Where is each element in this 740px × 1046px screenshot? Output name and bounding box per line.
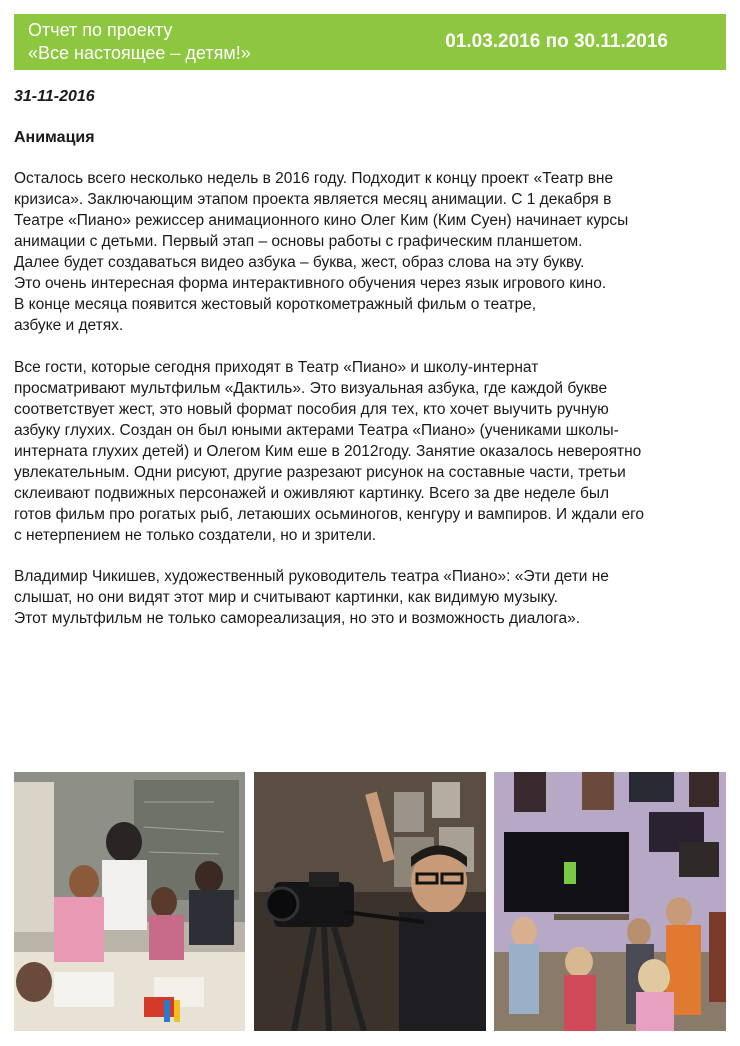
paragraph-line: кризиса». Заключающим этапом проекта является месяц анимации. С 1 декабря в [14,191,612,208]
photo-children-tv [494,772,726,1031]
paragraph-line: слышат, но они видят этот мир и считывают картинки, как видимую музыку. [14,589,558,606]
paragraph-quote [14,566,714,629]
paragraph-line: азбуке и детях. [14,317,124,334]
paragraph-line: Все гости, которые сегодня приходят в Театр «Пиано» и школу-интернат [14,359,539,376]
paragraph-line: Осталось всего несколько недель в 2016 году. Подходит к концу проект «Театр вне [14,170,614,187]
paragraph-line: Владимир Чикишев, художественный руководитель театра «Пиано»: «Эти дети не [14,568,609,585]
paragraph-line: интерната глухих детей) и Олегом Ким еше в 2012году. Занятие оказалось невероятно [14,443,642,460]
paragraph-line: В конце месяца появится жестовый короткометражный фильм о театре, [14,296,537,313]
paragraph-line: с нетерпением не только создатели, но и зрители. [14,527,377,544]
paragraph-line: готов фильм про рогатых рыб, летаюших осьминогов, кенгуру и вампиров. И ждали его [14,506,645,523]
header-title-line1: Отчет по проекту [28,20,173,40]
paragraph-line: Далее будет создаваться видео азбука – буква, жест, образ слова на эту букву. [14,254,585,271]
paragraph-intro [14,168,714,336]
report-date: 31-11-2016 [14,88,95,105]
photo-boy-with-camera [254,772,486,1031]
paragraph-daktil [14,357,714,546]
paragraph-line: анимации с детьми. Первый этап – основы работы с графическим планшетом. [14,233,583,250]
paragraph-line: соответствует жест, это новый формат пособия для тех, кто хочет выучить ручную [14,401,609,418]
report-header [14,14,726,70]
photo-children-drawing [14,772,245,1031]
paragraph-line: Театре «Пиано» режиссер анимационного кино Олег Ким (Ким Суен) начинает курсы [14,212,629,229]
paragraph-line: Это очень интересная форма интерактивного обучения через язык игрового кино. [14,275,607,292]
paragraph-line: просматривают мультфильм «Дактиль». Это визуальная азбука, где каждой букве [14,380,608,397]
header-period: 01.03.2016 по 30.11.2016 [445,31,668,52]
paragraph-line: Этот мультфильм не только самореализация, но это и возможность диалога». [14,610,581,627]
paragraph-line: азбуку глухих. Создан он был юными актерами Театра «Пиано» (учениками школы- [14,422,619,439]
paragraph-line: склеивают подвижных персонажей и оживляют картинку. Всего за две неделе был [14,485,610,502]
section-title: Анимация [14,129,95,146]
header-title [28,19,251,65]
header-title-line2: «Все настоящее – детям!» [28,43,251,63]
paragraph-line: увлекательным. Одни рисуют, другие разрезают рисунок на составные части, третьи [14,464,626,481]
